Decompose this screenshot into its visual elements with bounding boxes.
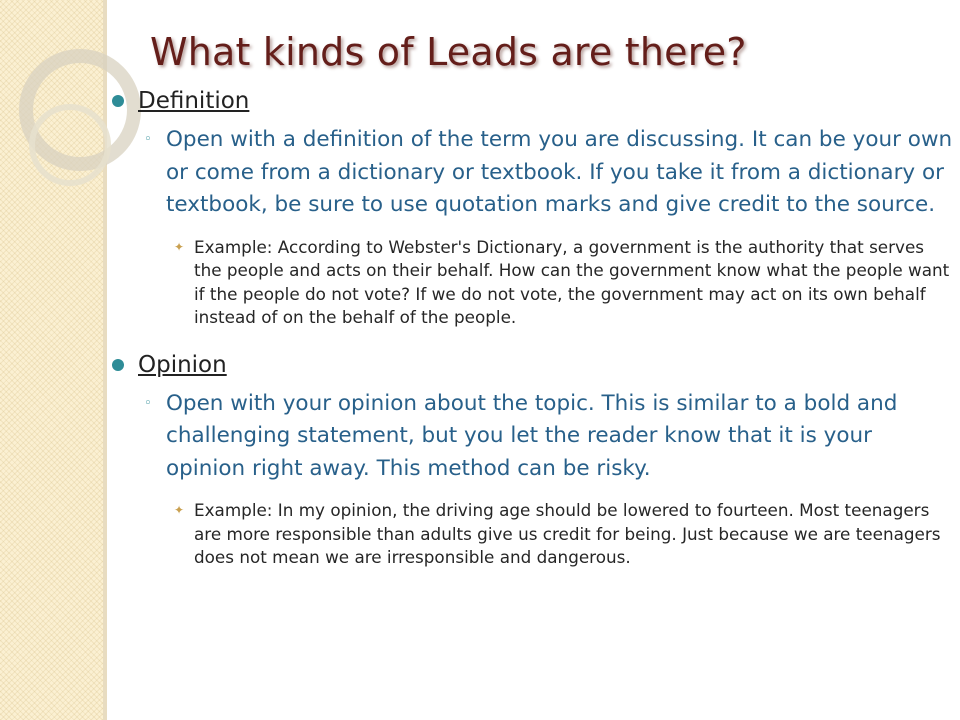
section-opinion: [110, 350, 955, 570]
section-description: [138, 388, 955, 570]
section-heading: Definition: [138, 88, 250, 114]
sub-sub-list: [166, 236, 955, 330]
sub-sub-list: [166, 499, 955, 570]
bullet-dot: [112, 95, 124, 107]
description-text: Open with your opinion about the topic. This is similar to a bold and challenging statement, but you let the reader know that it is your opinion right away. This method can be risky.: [166, 390, 898, 481]
section-example: [166, 236, 955, 330]
star-bullet-icon: ✦: [174, 239, 185, 254]
section-description: [138, 124, 955, 330]
bullet-dot: [112, 359, 124, 371]
example-text: Example: According to Webster's Dictionary, a government is the authority that serves the people and acts on their behalf. How can the government know what the people want if the people do not vote? If we do not vote, the government may act on its own behalf instead of on the behalf of the people.: [194, 236, 950, 327]
ring-bullet-icon: ◦: [144, 395, 152, 411]
ring-bullet-icon: ◦: [144, 132, 152, 147]
description-text: Open with a definition of the term you are discussing. It can be your own or come from a dictionary or textbook. If you take it from a dictionary or textbook, be sure to use quotation marks and give credit to the source.: [166, 127, 953, 217]
section-example: [166, 499, 955, 570]
section-definition: [110, 86, 955, 330]
sub-list: [138, 388, 955, 570]
star-bullet-icon: ✦: [174, 503, 185, 517]
example-text: Example: In my opinion, the driving age should be lowered to fourteen. Most teenagers are more responsible than adults give us credit for being. Just because we are teenagers does not mean we are irresponsible and dangerous.: [194, 500, 941, 567]
sub-list: [138, 124, 955, 330]
section-heading: Opinion: [138, 351, 227, 378]
bullet-list: [110, 86, 955, 573]
slide-title: What kinds of Leads are there?: [150, 30, 747, 74]
